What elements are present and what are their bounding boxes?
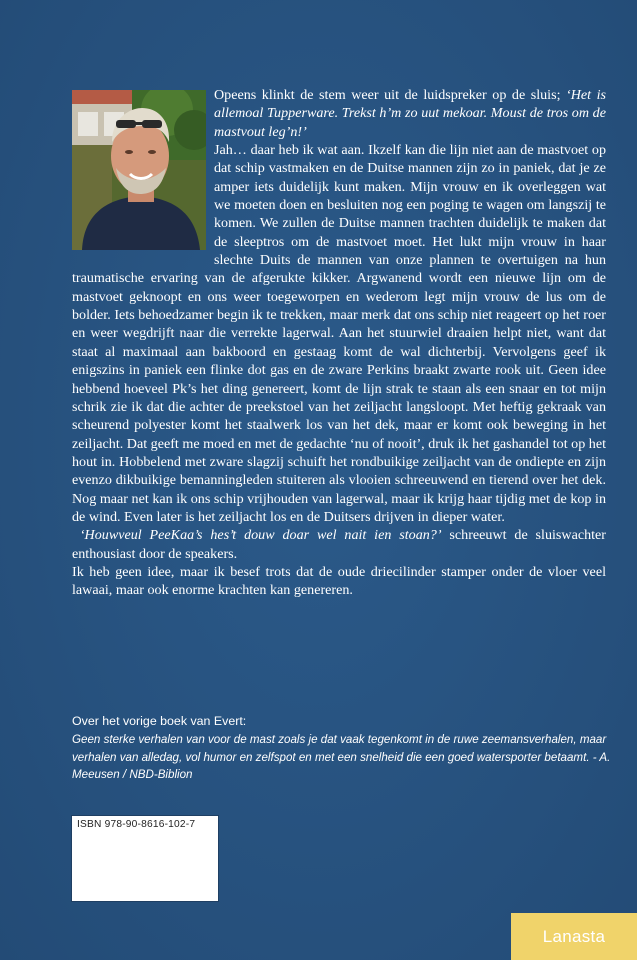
story-paragraph-3 — [72, 526, 606, 563]
photo-float-spacer — [72, 86, 214, 264]
previous-book-review — [72, 713, 620, 784]
dialect-quote-2: ‘Houwveul PeeKaa’s hes’t douw doar wel nait ien stoan?’ — [79, 527, 442, 544]
story-paragraph-3-rest: schreeuwt de sluiswachter enthousiast door de speakers. — [72, 527, 607, 562]
story-paragraph-4: Ik heb geen idee, maar ik besef trots dat de oude driecilinder stamper onder de vloer veel lawaai, maar ook enorme krachten kan genereren. — [72, 563, 606, 599]
story-paragraph-2: Jah… daar heb ik wat aan. Ikzelf kan die lijn niet aan de mastvoet op dat schip vastmaken en de Duitse mannen zijn zo in paniek, dat je ze amper iets duidelijk kunt maken. Mijn vrouw en ik overleggen wat we moeten doen en besluiten nog een poging te wagen om langszij te komen. We zullen de Duitse mannen trachten duidelijk te maken dat de sleeptros om de mastvoet moet. Het lukt mijn vrouw in haar slechte Duits de mannen van onze plannen te overtuigen na hun traumatische ervaring van de afgerukte kikker. Argwanend wordt een nieuwe lijn om de mastvoet geknoopt en ons weer toegeworpen en wederom legt mijn vrouw de lus om de bolder. Iets behoedzamer begin ik te trekken, maar merk dat ons schip niet reageert op het roer en weer wegdrijft naar die verrekte lagerwal. Aan het stuurwiel draaien helpt niet, want dat staat al maximaal aan bakboord en gestaag komt de wal dichterbij. Vervolgens geef ik enigszins in paniek een flinke dot gas en de zware Perkins braakt zwarte rook uit. Geen idee hebbend hoeveel Pk’s het ding genereert, komt de lijn strak te staan als een snaar en tot mijn schrik zie ik dat die achter de preekstoel van het zeiljacht langsloopt. Met heftig gekraak van scheurend polyester komt het staalwerk los van het dek, maar er komt ook beweging in het zeiljacht. Dat geeft me moed en met de gedachte ‘nu of nooit’, druk ik het gashandel tot op het hout in. Hobbelend met zware slagzij schuift het rondbuikige zeiljacht van de ondiepte en zijn evenzo dikbuikige bemanningleden stuiteren als vlooien schreeuwend en tierend over het dek. Nog maar net kan ik ons schip vrijhouden van lagerwal, maar ik krijg haar tijdig met de kop in de wind. Even later is het zeiljacht los en de Duitsers drijven in dieper water. — [72, 142, 606, 525]
review-quote: Geen sterke verhalen van voor de mast zoals je dat vaak tegenkomt in de ruwe zeemansverhalen, maar verhalen van alledag, vol humor en zelfspot en met een snelheid die een goed watersporter betaamt. - A. Meeusen / NBD-Biblion — [72, 733, 611, 782]
review-heading: Over het vorige boek van Evert: — [72, 714, 247, 728]
isbn-number: ISBN 978-90-8616-102-7 — [77, 819, 196, 830]
publisher-name: Lanasta — [542, 926, 606, 946]
dialect-quote-1: ‘Het is allemoal Tupperware. Trekst h’m zo uut mekoar. Moust de tros om de mastvout leg’n!’ — [214, 87, 606, 140]
barcode-box — [71, 815, 219, 902]
publisher-badge — [511, 913, 637, 960]
story-text — [72, 86, 606, 600]
story-line-1: Opeens klinkt de stem weer uit de luidspreker op de sluis; — [214, 87, 567, 103]
